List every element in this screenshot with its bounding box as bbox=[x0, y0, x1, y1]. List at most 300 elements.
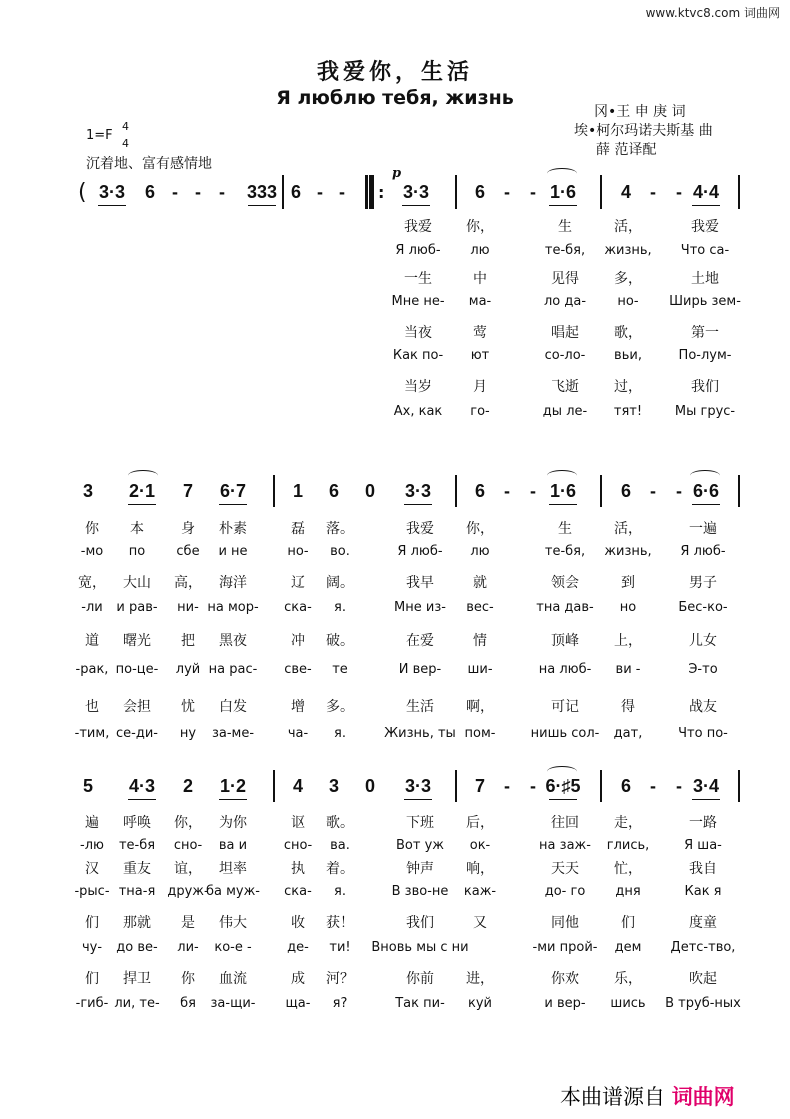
slur-arc bbox=[128, 470, 158, 481]
lyric-russian: ни- bbox=[177, 600, 199, 615]
lyric-chinese: 谊， bbox=[174, 861, 202, 877]
note: 3·3 bbox=[404, 481, 432, 501]
lyric-chinese: 海洋 bbox=[219, 575, 247, 591]
lyric-russian: ли- bbox=[177, 940, 199, 955]
lyric-chinese: 忙， bbox=[614, 861, 642, 877]
lyric-russian: и рав- bbox=[116, 600, 158, 615]
lyric-chinese: 会担 bbox=[123, 699, 151, 715]
beam-underline bbox=[692, 799, 720, 800]
slur-arc bbox=[547, 168, 577, 179]
barline bbox=[600, 475, 602, 507]
lyric-chinese: 们 bbox=[85, 915, 99, 931]
lyric-chinese: 我们 bbox=[691, 379, 719, 395]
note: - bbox=[530, 776, 536, 796]
note: - bbox=[504, 776, 510, 796]
lyric-russian: вес- bbox=[466, 600, 494, 615]
lyric-chinese: 大山 bbox=[123, 575, 151, 591]
lyric-chinese: 上， bbox=[614, 633, 642, 649]
lyric-chinese: 多， bbox=[614, 271, 642, 287]
note: - bbox=[530, 182, 536, 202]
lyric-russian: Вновь мы с ни bbox=[371, 940, 469, 955]
lyric-chinese: 我自 bbox=[689, 861, 717, 877]
lyric-russian: ют bbox=[470, 348, 490, 363]
lyric-chinese: 歌。 bbox=[326, 815, 354, 831]
lyric-russian: -тим, bbox=[74, 726, 110, 741]
lyric-russian: Как по- bbox=[392, 348, 444, 363]
lyric-chinese: 生活 bbox=[406, 699, 434, 715]
lyric-russian: ба муж- bbox=[205, 884, 261, 899]
note: - bbox=[650, 481, 656, 501]
beam-underline bbox=[248, 205, 276, 206]
note: 0 bbox=[364, 776, 376, 796]
lyric-russian: лю bbox=[470, 544, 490, 559]
lyric-russian: сно- bbox=[173, 838, 203, 853]
lyric-russian: по bbox=[128, 544, 146, 559]
lyric-russian: де- bbox=[287, 940, 309, 955]
lyric-russian: до- го bbox=[544, 884, 586, 899]
note: 6·♯5 bbox=[545, 776, 581, 796]
barline bbox=[273, 770, 275, 802]
lyric-chinese: 黑夜 bbox=[219, 633, 247, 649]
lyric-chinese: 把 bbox=[181, 633, 195, 649]
note: 6·6 bbox=[692, 481, 720, 501]
barline bbox=[365, 175, 368, 209]
lyric-chinese: 我爱 bbox=[691, 219, 719, 235]
note: - bbox=[650, 776, 656, 796]
lyric-chinese: 阔。 bbox=[326, 575, 354, 591]
lyric-russian: я. bbox=[334, 884, 346, 899]
lyric-russian: Бес-ко- bbox=[678, 600, 728, 615]
note: 6 bbox=[290, 182, 302, 202]
lyric-chinese: 破。 bbox=[326, 633, 354, 649]
lyric-chinese: 一生 bbox=[404, 271, 432, 287]
lyric-chinese: 冲 bbox=[291, 633, 305, 649]
lyric-chinese: 你欢 bbox=[551, 971, 579, 987]
lyric-chinese: 成 bbox=[291, 971, 305, 987]
lyric-russian: ну bbox=[179, 726, 197, 741]
lyric-chinese: 土地 bbox=[691, 271, 719, 287]
note: 1·6 bbox=[549, 481, 577, 501]
lyric-russian: я. bbox=[334, 600, 346, 615]
note: - bbox=[504, 182, 510, 202]
note: 0 bbox=[364, 481, 376, 501]
lyric-chinese: 我爱 bbox=[404, 219, 432, 235]
lyric-russian: ча- bbox=[287, 726, 309, 741]
lyric-russian: нишь сол- bbox=[530, 726, 600, 741]
lyric-chinese: 歌， bbox=[614, 325, 642, 341]
lyric-chinese: 当岁 bbox=[404, 379, 432, 395]
lyric-russian: Мне из- bbox=[394, 600, 446, 615]
beam-underline bbox=[692, 504, 720, 505]
lyric-russian: друж- bbox=[167, 884, 209, 899]
lyric-russian: -рак, bbox=[75, 662, 109, 677]
lyric-chinese: 在爱 bbox=[406, 633, 434, 649]
lyric-chinese: 收 bbox=[291, 915, 305, 931]
lyric-russian: лю bbox=[470, 243, 490, 258]
lyric-russian: я? bbox=[332, 996, 348, 1011]
lyric-russian: ло да- bbox=[543, 294, 587, 309]
lyric-chinese: 同他 bbox=[551, 915, 579, 931]
barline bbox=[600, 770, 602, 802]
lyric-chinese: 白发 bbox=[219, 699, 247, 715]
lyric-russian: Ширь зем- bbox=[669, 294, 741, 309]
source-brand: 词曲网 bbox=[671, 1085, 735, 1109]
beam-underline bbox=[404, 504, 432, 505]
lyric-chinese: 执 bbox=[291, 861, 305, 877]
lyric-chinese: 到 bbox=[621, 575, 635, 591]
lyric-russian: на люб- bbox=[538, 662, 592, 677]
lyric-chinese: 活， bbox=[614, 219, 642, 235]
lyric-russian: Как я bbox=[684, 884, 722, 899]
lyric-russian: ок- bbox=[469, 838, 491, 853]
lyric-russian: Так пи- bbox=[395, 996, 445, 1011]
lyric-chinese: 儿女 bbox=[689, 633, 717, 649]
note: - bbox=[676, 182, 682, 202]
lyric-chinese: 吹起 bbox=[689, 971, 717, 987]
beam-underline bbox=[404, 799, 432, 800]
beam-underline bbox=[549, 205, 577, 206]
lyric-chinese: 得 bbox=[621, 699, 635, 715]
lyric-russian: чу- bbox=[81, 940, 103, 955]
lyric-russian: Э-то bbox=[688, 662, 718, 677]
lyric-russian: -ли bbox=[81, 600, 103, 615]
lyric-chinese: 我早 bbox=[406, 575, 434, 591]
lyric-chinese: 一遍 bbox=[689, 521, 717, 537]
note: 7 bbox=[474, 776, 486, 796]
lyric-chinese: 啊， bbox=[466, 699, 494, 715]
note: - bbox=[339, 182, 345, 202]
lyric-russian: В зво-не bbox=[391, 884, 449, 899]
lyric-russian: го- bbox=[470, 404, 490, 419]
lyric-chinese: 男子 bbox=[689, 575, 717, 591]
lyric-russian: я. bbox=[334, 726, 346, 741]
lyric-russian: дня bbox=[615, 884, 641, 899]
source-footer bbox=[560, 1081, 735, 1111]
lyric-chinese: 见得 bbox=[551, 271, 579, 287]
open-paren: ( bbox=[78, 180, 87, 205]
lyric-russian: ва и bbox=[218, 838, 248, 853]
lyric-chinese: 曙光 bbox=[123, 633, 151, 649]
lyric-chinese: 又 bbox=[473, 915, 487, 931]
note: 3 bbox=[82, 481, 94, 501]
lyric-russian: ща- bbox=[285, 996, 311, 1011]
lyric-chinese: 是 bbox=[181, 915, 195, 931]
lyric-russian: ды ле- bbox=[542, 404, 588, 419]
note: 4·3 bbox=[128, 776, 156, 796]
lyric-chinese: 度童 bbox=[689, 915, 717, 931]
lyric-russian: пом- bbox=[464, 726, 496, 741]
beam-underline bbox=[219, 504, 247, 505]
barline bbox=[738, 770, 740, 802]
lyric-chinese: 朴素 bbox=[219, 521, 247, 537]
lyric-russian: сбе bbox=[176, 544, 200, 559]
lyric-russian: -ми прой- bbox=[532, 940, 598, 955]
lyric-chinese: 情 bbox=[473, 633, 487, 649]
lyric-chinese: 唱起 bbox=[551, 325, 579, 341]
lyric-russian: Мне не- bbox=[391, 294, 445, 309]
note: 5 bbox=[82, 776, 94, 796]
lyric-chinese: 莺 bbox=[473, 325, 487, 341]
beam-underline bbox=[692, 205, 720, 206]
lyric-chinese: 钟声 bbox=[406, 861, 434, 877]
lyric-russian: ко-е - bbox=[214, 940, 252, 955]
lyric-chinese: 呼唤 bbox=[123, 815, 151, 831]
lyric-russian: шись bbox=[610, 996, 646, 1011]
note: 3 bbox=[328, 776, 340, 796]
lyric-chinese: 生 bbox=[558, 521, 572, 537]
lyric-chinese: 遍 bbox=[85, 815, 99, 831]
note: 4 bbox=[292, 776, 304, 796]
lyric-chinese: 一路 bbox=[689, 815, 717, 831]
lyric-chinese: 伟大 bbox=[219, 915, 247, 931]
note: 6 bbox=[144, 182, 156, 202]
lyric-chinese: 中 bbox=[473, 271, 487, 287]
barline bbox=[455, 770, 457, 802]
lyric-russian: до ве- bbox=[116, 940, 158, 955]
lyric-russian: те-бя bbox=[118, 838, 156, 853]
lyric-chinese: 也 bbox=[85, 699, 99, 715]
lyric-russian: ска- bbox=[284, 600, 312, 615]
lyric-russian: жизнь, bbox=[604, 243, 652, 258]
lyric-russian: но- bbox=[287, 544, 309, 559]
note: 333 bbox=[246, 182, 278, 202]
lyric-chinese: 你， bbox=[174, 815, 202, 831]
note: - bbox=[676, 776, 682, 796]
lyric-chinese: 汉 bbox=[85, 861, 99, 877]
note: 3·3 bbox=[402, 182, 430, 202]
lyric-russian: ти! bbox=[329, 940, 351, 955]
lyric-chinese: 坦率 bbox=[219, 861, 247, 877]
lyric-russian: и вер- bbox=[544, 996, 586, 1011]
credit-composer: 埃•柯尔玛诺夫斯基 曲 bbox=[574, 123, 713, 139]
lyric-russian: све- bbox=[284, 662, 312, 677]
note: 6 bbox=[474, 182, 486, 202]
lyric-chinese: 忧 bbox=[181, 699, 195, 715]
lyric-chinese: 第一 bbox=[691, 325, 719, 341]
lyric-chinese: 增 bbox=[291, 699, 305, 715]
barline bbox=[282, 175, 284, 209]
note: 2·1 bbox=[128, 481, 156, 501]
lyric-russian: на мор- bbox=[207, 600, 259, 615]
lyric-russian: се-ди- bbox=[116, 726, 158, 741]
beam-underline bbox=[219, 799, 247, 800]
note: 6 bbox=[474, 481, 486, 501]
lyric-russian: дат, bbox=[613, 726, 643, 741]
barline bbox=[273, 475, 275, 507]
note: - bbox=[504, 481, 510, 501]
lyric-russian: Я люб- bbox=[397, 544, 443, 559]
barline bbox=[455, 475, 457, 507]
lyric-chinese: 血流 bbox=[219, 971, 247, 987]
lyric-chinese: 落。 bbox=[326, 521, 354, 537]
lyric-russian: Я ша- bbox=[684, 838, 722, 853]
note: 2 bbox=[182, 776, 194, 796]
lyric-chinese: 飞逝 bbox=[551, 379, 579, 395]
lyric-russian: ви - bbox=[615, 662, 641, 677]
barline bbox=[738, 475, 740, 507]
lyric-chinese: 身 bbox=[181, 521, 195, 537]
lyric-chinese: 磊 bbox=[291, 521, 305, 537]
note: 1·2 bbox=[219, 776, 247, 796]
lyric-chinese: 就 bbox=[473, 575, 487, 591]
lyric-chinese: 生 bbox=[558, 219, 572, 235]
note: 6 bbox=[620, 481, 632, 501]
lyric-russian: жизнь, bbox=[604, 544, 652, 559]
lyric-chinese: 乐， bbox=[614, 971, 642, 987]
time-signature-bottom: 4 bbox=[122, 137, 129, 150]
lyric-chinese: 走， bbox=[614, 815, 642, 831]
note: 3·4 bbox=[692, 776, 720, 796]
note: - bbox=[530, 481, 536, 501]
lyric-russian: ши- bbox=[467, 662, 493, 677]
note: 3·3 bbox=[404, 776, 432, 796]
lyric-russian: тят! bbox=[613, 404, 643, 419]
lyric-chinese: 我爱 bbox=[406, 521, 434, 537]
lyric-russian: Что са- bbox=[680, 243, 730, 258]
lyric-russian: Что по- bbox=[678, 726, 728, 741]
repeat-dots: : bbox=[378, 183, 385, 202]
lyric-chinese: 领会 bbox=[551, 575, 579, 591]
credit-lyricist: 冈•王 申 庚 词 bbox=[594, 104, 686, 120]
lyric-chinese: 我们 bbox=[406, 915, 434, 931]
lyric-chinese: 可记 bbox=[551, 699, 579, 715]
slur-arc bbox=[547, 470, 577, 481]
beam-underline bbox=[128, 504, 156, 505]
note: 4 bbox=[620, 182, 632, 202]
lyric-russian: тна-я bbox=[118, 884, 156, 899]
note: 4·4 bbox=[692, 182, 720, 202]
lyric-russian: -лю bbox=[80, 838, 104, 853]
dynamic-marking: p bbox=[392, 166, 402, 181]
lyric-russian: сно- bbox=[283, 838, 313, 853]
lyric-chinese: 你 bbox=[181, 971, 195, 987]
lyric-russian: во. bbox=[330, 544, 350, 559]
lyric-chinese: 获！ bbox=[326, 915, 354, 931]
note: - bbox=[219, 182, 225, 202]
source-prefix: 本曲谱源自 bbox=[560, 1085, 665, 1109]
note: - bbox=[172, 182, 178, 202]
beam-underline bbox=[402, 205, 430, 206]
tempo-marking: 沉着地、富有感情地 bbox=[86, 156, 212, 172]
site-watermark: www.ktvc8.com 词曲网 bbox=[645, 6, 780, 20]
lyric-russian: ли, те- bbox=[114, 996, 160, 1011]
barline bbox=[600, 175, 602, 209]
lyric-russian: те-бя, bbox=[544, 243, 586, 258]
lyric-chinese: 们 bbox=[85, 971, 99, 987]
lyric-russian: Жизнь, ты bbox=[384, 726, 456, 741]
barline bbox=[372, 175, 374, 209]
lyric-chinese: 着。 bbox=[326, 861, 354, 877]
lyric-chinese: 战友 bbox=[689, 699, 717, 715]
lyric-russian: бя bbox=[180, 996, 196, 1011]
lyric-chinese: 辽 bbox=[291, 575, 305, 591]
beam-underline bbox=[128, 799, 156, 800]
lyric-russian: -мо bbox=[80, 544, 104, 559]
lyric-russian: Я люб- bbox=[395, 243, 441, 258]
barline bbox=[455, 175, 457, 209]
song-title-chinese: 我爱你，生活 bbox=[316, 59, 473, 85]
lyric-russian: но bbox=[619, 600, 637, 615]
lyric-russian: за-ме- bbox=[211, 726, 255, 741]
beam-underline bbox=[549, 504, 577, 505]
slur-arc bbox=[547, 766, 577, 777]
lyric-russian: В труб-ных bbox=[665, 996, 741, 1011]
lyric-russian: тна дав- bbox=[536, 600, 594, 615]
lyric-russian: -рыс- bbox=[74, 884, 110, 899]
beam-underline bbox=[98, 205, 126, 206]
note: 7 bbox=[182, 481, 194, 501]
lyric-russian: Вот уж bbox=[396, 838, 444, 853]
lyric-russian: Мы грус- bbox=[674, 404, 736, 419]
lyric-chinese: 你前 bbox=[406, 971, 434, 987]
lyric-russian: По-лум- bbox=[678, 348, 732, 363]
lyric-russian: на заж- bbox=[539, 838, 591, 853]
lyric-russian: за-щи- bbox=[210, 996, 256, 1011]
lyric-chinese: 过， bbox=[614, 379, 642, 395]
lyric-chinese: 你 bbox=[85, 521, 99, 537]
lyric-chinese: 重友 bbox=[123, 861, 151, 877]
lyric-russian: вьи, bbox=[614, 348, 642, 363]
lyric-russian: но- bbox=[617, 294, 639, 309]
lyric-chinese: 顶峰 bbox=[551, 633, 579, 649]
lyric-chinese: 进， bbox=[466, 971, 494, 987]
note: - bbox=[650, 182, 656, 202]
lyric-chinese: 响， bbox=[466, 861, 494, 877]
lyric-chinese: 多。 bbox=[326, 699, 354, 715]
lyric-russian: луй bbox=[175, 662, 201, 677]
lyric-russian: по-це- bbox=[115, 662, 159, 677]
lyric-russian: Ах, как bbox=[393, 404, 443, 419]
credit-translator: 薛 范译配 bbox=[596, 142, 657, 158]
lyric-chinese: 下班 bbox=[406, 815, 434, 831]
note: 1·6 bbox=[549, 182, 577, 202]
key-signature: 1=F bbox=[86, 128, 113, 143]
note: - bbox=[317, 182, 323, 202]
note: 6·7 bbox=[219, 481, 247, 501]
lyric-chinese: 讴 bbox=[291, 815, 305, 831]
lyric-russian: и не bbox=[218, 544, 248, 559]
lyric-chinese: 为你 bbox=[219, 815, 247, 831]
note: 6 bbox=[620, 776, 632, 796]
note: - bbox=[195, 182, 201, 202]
lyric-russian: на рас- bbox=[208, 662, 258, 677]
lyric-russian: со-ло- bbox=[544, 348, 586, 363]
lyric-chinese: 你， bbox=[466, 521, 494, 537]
song-title-russian: Я люблю тебя, жизнь bbox=[276, 87, 514, 109]
lyric-chinese: 宽， bbox=[78, 575, 106, 591]
lyric-chinese: 本 bbox=[130, 521, 144, 537]
lyric-chinese: 天天 bbox=[551, 861, 579, 877]
lyric-russian: И вер- bbox=[398, 662, 442, 677]
lyric-chinese: 河？ bbox=[326, 971, 354, 987]
lyric-russian: глись, bbox=[606, 838, 650, 853]
lyric-russian: дем bbox=[614, 940, 642, 955]
note: 3·3 bbox=[98, 182, 126, 202]
lyric-russian: Детс-тво, bbox=[670, 940, 736, 955]
lyric-russian: ва. bbox=[330, 838, 350, 853]
lyric-chinese: 月 bbox=[473, 379, 487, 395]
time-signature-top: 4 bbox=[122, 120, 129, 133]
lyric-chinese: 后， bbox=[466, 815, 494, 831]
lyric-russian: ска- bbox=[284, 884, 312, 899]
lyric-chinese: 活， bbox=[614, 521, 642, 537]
lyric-russian: каж- bbox=[463, 884, 497, 899]
beam-underline bbox=[549, 799, 577, 800]
lyric-russian: -гиб- bbox=[75, 996, 109, 1011]
note: 6 bbox=[328, 481, 340, 501]
lyric-russian: те bbox=[332, 662, 348, 677]
lyric-chinese: 高， bbox=[174, 575, 202, 591]
